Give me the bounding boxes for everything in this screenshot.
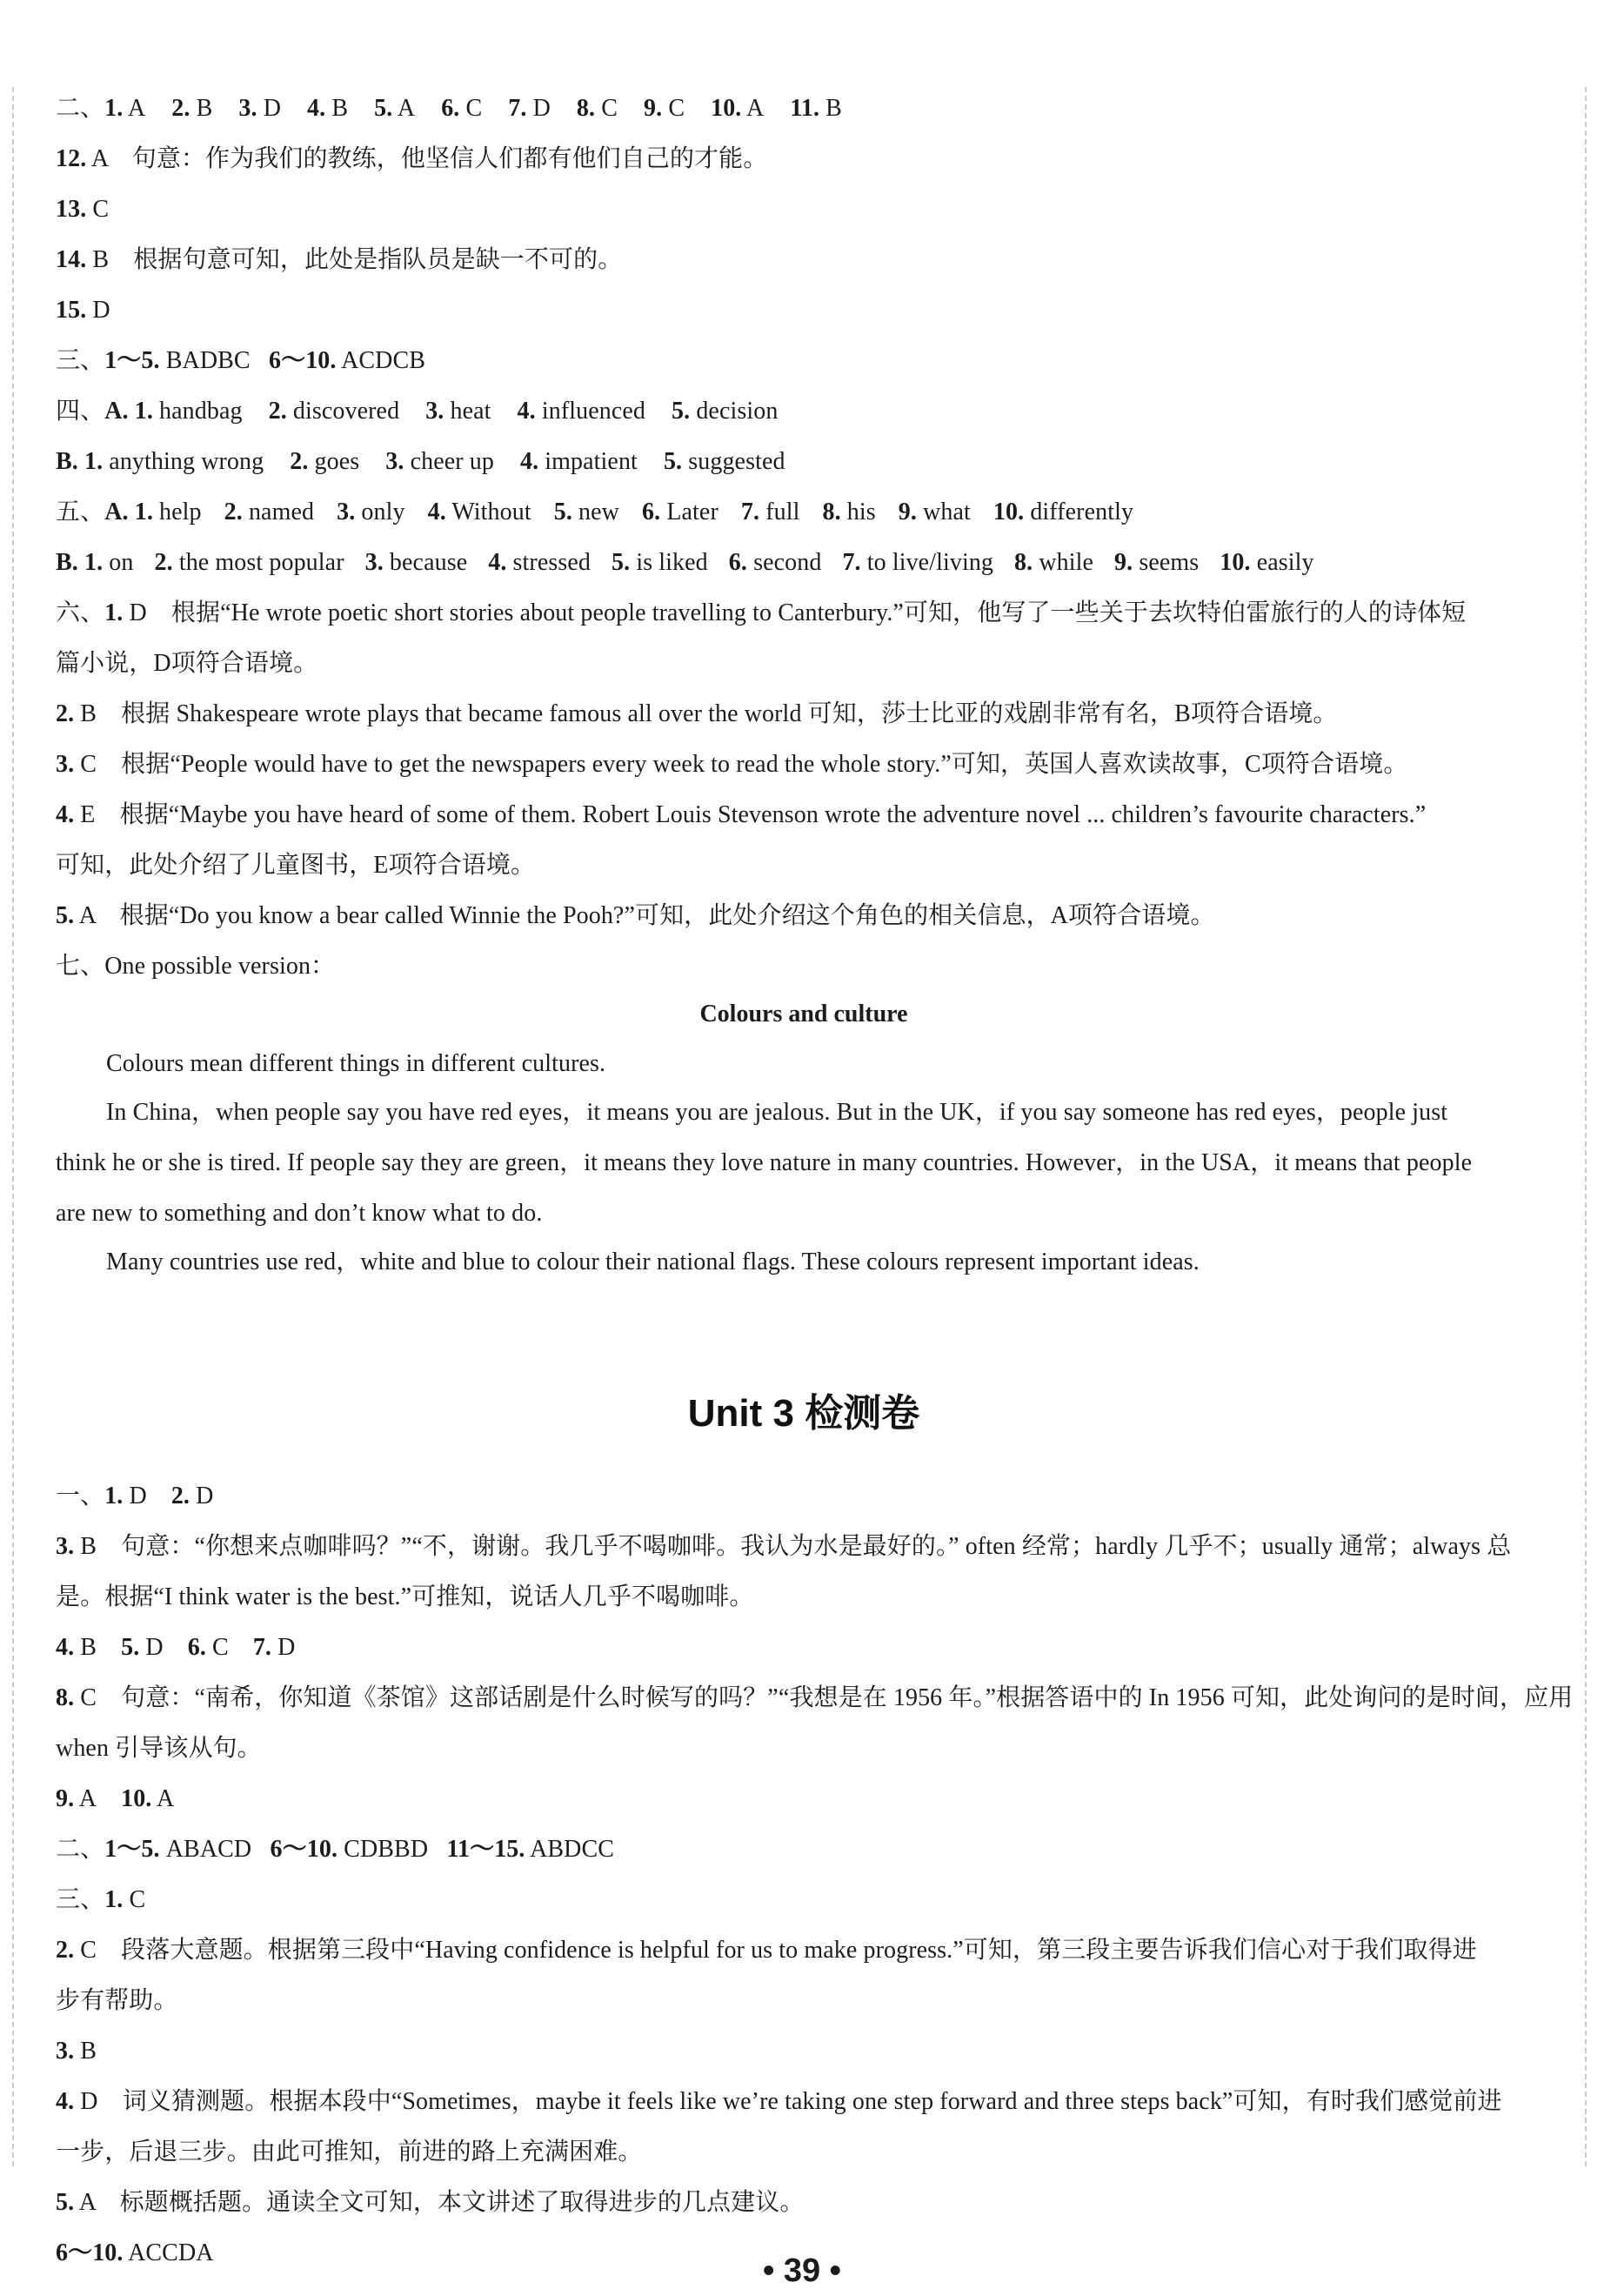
answer-item [488,541,591,585]
answer-item [135,390,243,433]
answer-number: 5. [121,1634,140,1661]
answer-value: suggested [682,448,785,475]
answer-item [155,541,344,585]
answer-value: easily [1250,549,1314,576]
answer-value: only [355,499,405,525]
sec7-intro: 七、One possible version： [56,953,336,980]
answer-item [253,1626,296,1670]
sec5-b-items [84,549,1335,576]
answer-item [441,87,482,131]
answer-item [238,87,281,131]
answer-item [899,491,971,534]
answer-item [135,491,202,534]
answer-item [993,491,1133,534]
answer-number: 5. [663,448,683,475]
page-number: • 39 • [763,2252,841,2289]
answer-item [365,541,468,585]
answer-value: stressed [506,549,591,576]
answer-value: second [746,549,822,576]
answer-number: 3. [364,549,384,576]
answer-item [428,491,531,534]
sec5-line-a: 五、A. 1. help 2. named 3. only 4. Without 5. new 6. Later 7. full 8. his 9. what 10. differently [56,491,1552,534]
sec4-a-items [135,398,805,425]
unit3-s2-line: 二、1～5. ABACD 6～10. CDBBD 11～15. ABDCC [56,1836,615,1863]
unit3-s1-line-4 [56,1626,1552,1670]
answer-item [337,491,404,534]
answer-item [84,440,264,484]
answer-value: A [392,95,416,122]
unit3-s3-range-6-10: 6～10. ACCDA [56,2239,214,2266]
essay-paragraph-2-line-2: think he or she is tired. If people say they are green，it means they love nature in many countries. However，in the USA，it means that people [56,1149,1473,1176]
answer-value: Without [445,499,531,525]
sec3-line: 三、1～5. BADBC 6～10. ACDCB [56,347,426,374]
sec4-line-b: B. 1. anything wrong 2. goes 3. cheer up 4. impatient 5. suggested [56,440,1552,484]
essay-paragraph-2-line-3: are new to something and don’t know what to do. [56,1200,543,1227]
answer-number: 8. [1014,549,1033,576]
answer-number: 6. [187,1634,206,1661]
answer-number: 2. [171,95,190,122]
unit3-s3-q2-line-2: 步有帮助。 [56,1987,178,2014]
answer-value: D [257,95,282,122]
answer-item [425,390,491,433]
answer-number: 2. [290,448,309,475]
answer-item [121,1777,174,1821]
sec2-q12: 12. A 句意：作为我们的教练，他坚信人们都有他们自己的才能。 [56,145,768,172]
answer-number: 4. [56,1634,75,1661]
sec6-q5: 5. A 根据“Do you know a bear called Winnie the Pooh?”可知，此处介绍这个角色的相关信息，A项符合语境。 [56,902,1215,929]
answer-value: while [1033,549,1094,576]
answer-item [577,87,618,131]
sec5-line-b: B. 1. on 2. the most popular 3. because 4. stressed 5. is liked 6. second 7. to live/living 8. while 9. seems 10. easily [56,541,1552,585]
essay-paragraph-1: Colours mean different things in different cultures. [106,1050,606,1077]
answer-item [307,87,348,131]
answer-value: help [152,499,202,525]
sec2-items [104,95,868,122]
answer-value: C [205,1634,229,1661]
answer-number: 9. [1114,549,1133,576]
unit3-s1-items-4 [56,1634,319,1661]
unit3-s1-q3-line-1: 3. B 句意：“你想来点咖啡吗？”“不，谢谢。我几乎不喝咖啡。我认为水是最好的。” often 经常；hardly 几乎不；usually 通常；always 总 [56,1533,1512,1560]
essay-title: Colours and culture [699,1001,908,1028]
answer-item [374,87,415,131]
answer-item [171,87,212,131]
answer-value: B [74,1634,97,1661]
answer-item [56,1777,97,1821]
answer-value: cheer up [404,448,494,475]
unit3-s1-line-1: 一、1. D 2. D [56,1475,1552,1518]
sec5-a-items [135,499,1156,525]
answer-value: is liked [630,549,708,576]
answer-value: new [571,499,620,525]
answer-number: 4. [488,549,507,576]
sec6-q1-line-1: 六、1. D 根据“He wrote poetic short stories about people travelling to Canterbury.”可知，他写了一些关于去坎特伯雷旅行的人的诗体短 [56,599,1467,626]
answer-item [741,491,800,534]
answer-item [520,440,638,484]
answer-value: B [819,95,842,122]
sec4-b-items [84,448,812,475]
sec6-q4-line-1: 4. E 根据“Maybe you have heard of some of them. Robert Louis Stevenson wrote the adventure novel ... children’s favourite characters.” [56,801,1427,828]
answer-number: 1. [84,448,104,475]
answer-number: 2. [224,499,243,525]
unit3-s1-items-1 [104,1483,237,1509]
unit3-s3-q3: 3. B [56,2038,97,2065]
answer-item [644,87,685,131]
answer-number: 1. [134,398,153,425]
answer-number: 2. [268,398,287,425]
unit3-heading: Unit 3 检测卷 [687,1392,920,1435]
answer-number: 1. [104,95,124,122]
answer-item [642,491,718,534]
answer-number: 5. [374,95,393,122]
answer-number: 1. [84,549,104,576]
answer-value: named [242,499,315,525]
answer-number: 6. [441,95,460,122]
answer-number: 10. [711,95,742,122]
answer-value: handbag [152,398,243,425]
answer-item [385,440,494,484]
answer-number: 2. [154,549,173,576]
answer-value: influenced [535,398,646,425]
answer-item [554,491,619,534]
unit3-s1-line-9 [56,1777,1552,1821]
answer-value: C [595,95,618,122]
sec2-q13: 13. C [56,196,110,223]
answer-value: goes [308,448,360,475]
answer-item [664,440,785,484]
answer-item [188,1626,229,1670]
answer-value: A [741,95,765,122]
answer-value: B [190,95,213,122]
answer-item [842,541,993,585]
answer-number: 4. [307,95,326,122]
answer-number: 10. [121,1785,152,1812]
answer-number: 3. [385,448,404,475]
answer-value: what [916,499,971,525]
answer-number: 7. [252,1634,272,1661]
unit3-s3-q1: 三、1. C [56,1886,146,1913]
answer-value: Later [660,499,718,525]
answer-value: heat [444,398,491,425]
unit3-s1-q8-line-2: when 引导该从句。 [56,1735,262,1762]
answer-value: on [103,549,134,576]
answer-item [711,87,764,131]
sec6-q1-line-2: 篇小说，D项符合语境。 [56,650,318,677]
answer-item [104,87,145,131]
answer-number: 5. [672,398,691,425]
answer-value: A [74,1785,97,1812]
answer-item [290,440,359,484]
answer-value: impatient [538,448,638,475]
answer-item [269,390,400,433]
answer-value: A [123,95,146,122]
answer-item [612,541,708,585]
unit3-s3-q4-line-1: 4. D 词义猜测题。根据本段中“Sometimes，maybe it feels like we’re taking one step forward and three steps back”可知，有时我们感觉前进 [56,2088,1502,2115]
answer-value: anything wrong [103,448,264,475]
answer-item [104,1475,147,1518]
answer-item [56,1626,97,1670]
answer-value: decision [690,398,779,425]
answer-item [729,541,822,585]
answer-value: to live/living [860,549,994,576]
answer-item [790,87,842,131]
answer-number: 7. [740,499,760,525]
unit3-s1-q3-line-2: 是。根据“I think water is the best.”可推知，说话人几乎不喝咖啡。 [56,1583,754,1610]
answer-item [822,491,875,534]
unit3-s3-q4-line-2: 一步，后退三步。由此可推知，前进的路上充满困难。 [56,2139,643,2165]
answer-value: seems [1133,549,1200,576]
answer-number: 3. [425,398,444,425]
answer-value: C [459,95,483,122]
answer-number: 4. [517,398,536,425]
answer-value: C [662,95,685,122]
answer-number: 6. [642,499,661,525]
answer-number: 5. [612,549,631,576]
answer-number: 1. [134,499,153,525]
answer-number: 4. [519,448,539,475]
answer-item [518,390,645,433]
answer-value: the most popular [172,549,344,576]
answer-item [508,87,551,131]
answer-number: 11. [790,95,820,122]
answer-value: full [759,499,800,525]
unit3-s1-items-9 [56,1785,198,1812]
answer-item [121,1626,164,1670]
answer-value: discovered [286,398,400,425]
sec2-q15: 15. D [56,297,110,324]
answer-value: his [840,499,876,525]
answer-number: 1. [104,1483,124,1509]
answer-item [1114,541,1199,585]
unit3-s1-q8-line-1: 8. C 句意：“南希，你知道《茶馆》这部话剧是什么时候写的吗？”“我想是在 1956 年。”根据答语中的 In 1956 可知，此处询问的是时间，应用 [56,1684,1574,1711]
answer-value: D [190,1483,214,1509]
answer-item [672,390,778,433]
essay-paragraph-2-line-1: In China，when people say you have red eyes，it means you are jealous. But in the UK，if you say someone has red eyes，people just [106,1099,1448,1126]
answer-value: D [139,1634,164,1661]
answer-item [224,491,314,534]
answer-number: 3. [337,499,356,525]
answer-number: 10. [1220,549,1251,576]
sec6-q4-line-2: 可知，此处介绍了儿童图书，E项符合语境。 [56,852,536,879]
answer-number: 9. [56,1785,75,1812]
sec6-q2: 2. B 根据 Shakespeare wrote plays that became famous all over the world 可知，莎士比亚的戏剧非常有名，B项符合语境。 [56,700,1338,727]
sec2-line-1: 二、1. A 2. B 3. D 4. B 5. A 6. C 7. D 8. C 9. C 10. A 11. B [56,87,1552,131]
answer-value: because [383,549,468,576]
answer-item [1220,541,1313,585]
answer-number: 2. [170,1483,190,1509]
answer-item [84,541,134,585]
answer-number: 9. [898,499,917,525]
answer-number: 9. [644,95,663,122]
unit3-s3-q2-line-1: 2. C 段落大意题。根据第三段中“Having confidence is helpful for us to make progress.”可知，第三段主要告诉我们信心对于我们取得进 [56,1937,1477,1964]
unit3-s3-q5: 5. A 标题概括题。通读全文可知，本文讲述了取得进步的几点建议。 [56,2189,805,2216]
essay-paragraph-3: Many countries use red，white and blue to colour their national flags. These colours represent important ideas. [106,1248,1200,1275]
answer-number: 8. [576,95,596,122]
answer-value: D [526,95,551,122]
answer-number: 3. [238,95,257,122]
answer-value: B [325,95,349,122]
answer-number: 8. [822,499,841,525]
answer-item [1014,541,1093,585]
answer-value: A [151,1785,175,1812]
answer-value: D [123,1483,147,1509]
left-dashed-margin [12,87,14,2166]
answer-number: 7. [842,549,861,576]
answer-number: 5. [553,499,572,525]
sec2-q14: 14. B 根据句意可知，此处是指队员是缺一不可的。 [56,246,623,273]
sec6-q3: 3. C 根据“People would have to get the newspapers every week to read the whole story.”可知，英国人喜欢读故事，C项符合语境。 [56,751,1408,778]
answer-number: 6. [728,549,747,576]
answer-number: 7. [508,95,527,122]
sec4-line-a: 四、A. 1. handbag 2. discovered 3. heat 4. influenced 5. decision [56,390,1552,433]
answer-value: D [271,1634,296,1661]
answer-number: 10. [992,499,1025,525]
answer-number: 4. [427,499,446,525]
right-dashed-margin [1585,87,1587,2166]
answer-value: differently [1024,499,1134,525]
answer-item [171,1475,214,1518]
